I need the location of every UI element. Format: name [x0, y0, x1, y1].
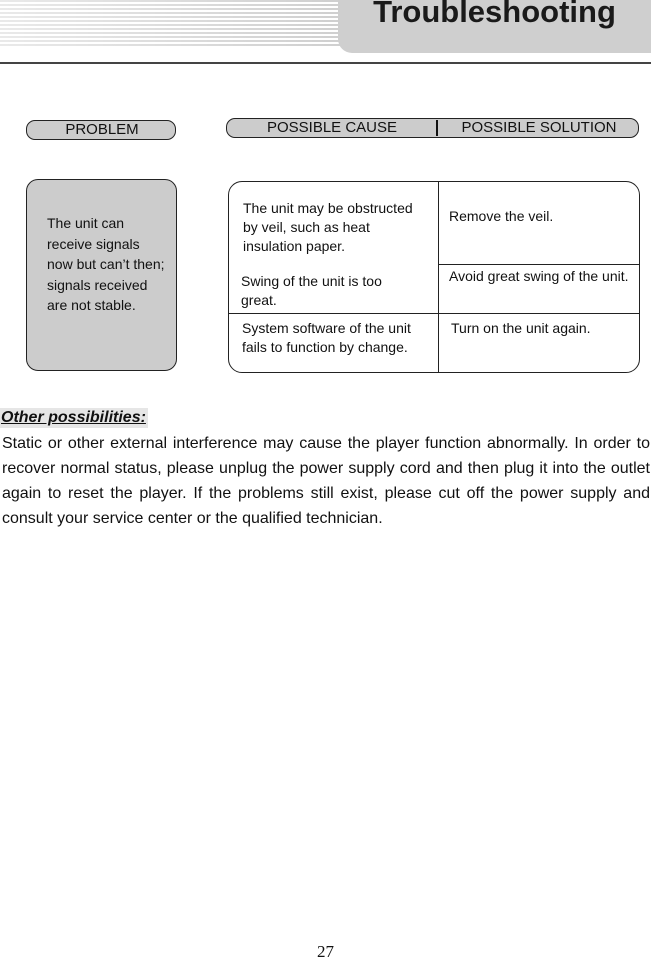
problem-text: The unit can receive signals now but can’t then; signals received are not stable.: [47, 215, 165, 313]
other-possibilities-text: Static or other external interference may cause the player function abnormally. In order to recover normal status, please unplug the power supply cord and then plug it into the outlet again to reset the player. If the problems still exist, please cut off the power supply and consult your service center or the qualified technician.: [2, 435, 650, 527]
table-cell-solution: Avoid great swing of the unit.: [449, 268, 629, 284]
cause-column-label: POSSIBLE CAUSE: [266, 119, 398, 136]
header-rule: [0, 62, 651, 64]
table-cell-cause: System software of the unit fails to function by change.: [242, 320, 411, 355]
page-title: Troubleshooting: [373, 0, 616, 29]
table-cell-solution: Remove the veil.: [449, 208, 554, 224]
cause-solution-column-header: [226, 118, 639, 138]
header-stripes: [0, 0, 345, 46]
problem-box: [26, 179, 177, 371]
other-possibilities-heading: Other possibilities:: [1, 409, 146, 426]
table-cell-cause: The unit may be obstructed by veil, such as heat insulation paper.: [243, 200, 413, 254]
table-cell-cause: Swing of the unit is too great.: [241, 273, 382, 308]
table-row-divider: [229, 313, 640, 314]
table-cell-solution: Turn on the unit again.: [451, 320, 591, 336]
page-number: 27: [317, 942, 334, 961]
cause-solution-table: [228, 181, 640, 373]
problem-column-header: PROBLEM: [26, 120, 176, 140]
table-column-divider: [438, 182, 439, 373]
column-divider: [436, 120, 438, 136]
table-row-divider: [438, 264, 640, 265]
solution-column-label: POSSIBLE SOLUTION: [461, 119, 617, 136]
